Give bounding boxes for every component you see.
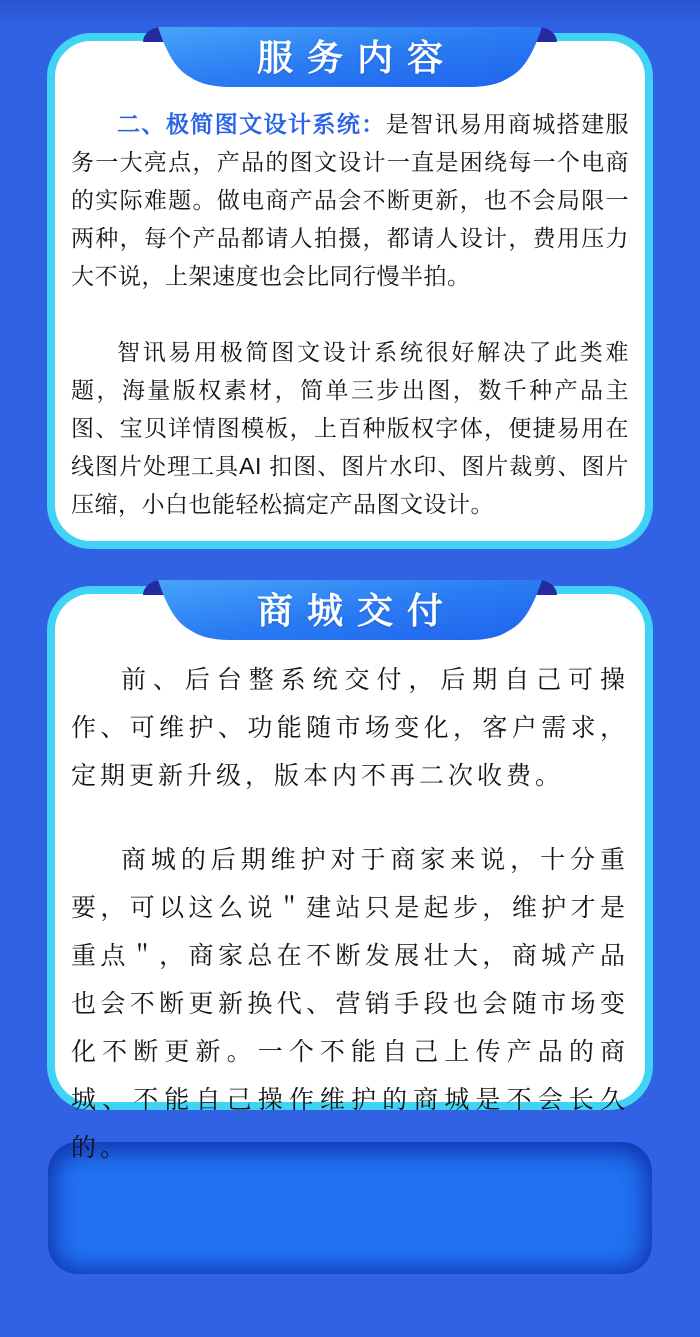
paragraph-text: 智讯易用极简图文设计系统很好解决了此类难题，海量版权素材，简单三步出图，数千种产品主图、宝贝详情图模板，上百种版权字体，便捷易用在线图片处理工具AI 扣图、图片水印、图片裁剪、图片压缩，小白也能轻松搞定产品图文设计。 (71, 339, 629, 517)
paragraph-text: 商城的后期维护对于商家来说，十分重要，可以这么说＂建站只是起步，维护才是重点＂，商家总在不断发展壮大，商城产品也会不断更新换代、营销手段也会随市场变化不断更新。一个不能自己上传产品的商城、不能自己操作维护的商城是不会长久的。 (71, 846, 629, 1162)
paragraph (71, 656, 629, 800)
section-body (55, 41, 645, 523)
paragraph (71, 105, 629, 295)
section-title: 服务内容 (256, 36, 457, 78)
paragraph (71, 836, 629, 1172)
section-title: 商城交付 (256, 589, 457, 631)
paragraph-text: 前、后台整系统交付，后期自己可操作、可维护、功能随市场变化，客户需求，定期更新升级，版本内不再二次收费。 (71, 666, 629, 790)
section-title-badge (158, 27, 542, 89)
promo-page (0, 33, 700, 1337)
section-card-mall-delivery (47, 586, 653, 1162)
section-card-service-content (47, 33, 653, 549)
section-body (55, 594, 645, 1172)
paragraph (71, 333, 629, 523)
paragraph-text: 是智讯易用商城搭建服务一大亮点，产品的图文设计一直是困绕每一个电商的实际难题。做电商产品会不断更新，也不会局限一两种，每个产品都请人拍摄，都请人设计，费用压力大不说，上架速度也会比同行慢半拍。 (71, 111, 630, 289)
section-title-badge (158, 580, 542, 642)
paragraph-lead: 二、极简图文设计系统： (117, 111, 386, 137)
